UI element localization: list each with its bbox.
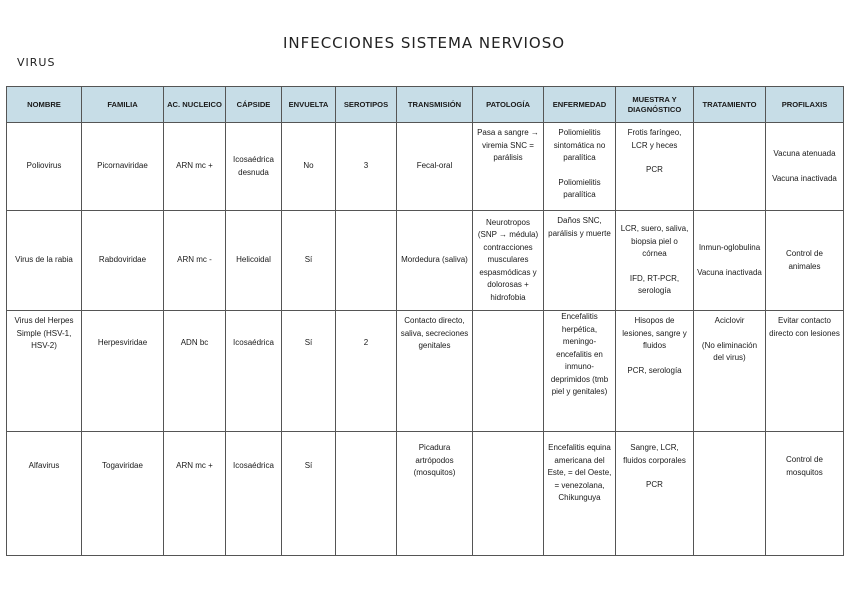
cell-familia: Picornaviridae xyxy=(82,123,164,211)
cell-capside: Icosaédrica xyxy=(226,311,282,432)
header-transmision: TRANSMISIÓN xyxy=(397,87,473,123)
profilaxis-line-1: Vacuna atenuada xyxy=(773,149,836,158)
cell-tratamiento xyxy=(694,211,766,311)
cell-enfermedad: Encefalitis equina americana del Este, = del Oeste, = venezolana, Chikunguya xyxy=(544,432,616,556)
profilaxis-line-2: Vacuna inactivada xyxy=(772,173,837,183)
cell-serotipos: 3 xyxy=(336,123,397,211)
enfermedad-line-1: Poliomielitis sintomática no paralítica xyxy=(553,128,606,162)
cell-tratamiento xyxy=(694,432,766,556)
header-envuelta: ENVUELTA xyxy=(282,87,336,123)
cell-capside: Icosaédrica xyxy=(226,432,282,556)
muestra-line-1: Hisopos de lesiones, sangre y fluidos xyxy=(622,316,687,350)
cell-enfermedad xyxy=(544,211,616,311)
cell-nombre: Poliovirus xyxy=(7,123,82,211)
table-row xyxy=(7,311,844,432)
cell-acido: ARN mc + xyxy=(164,123,226,211)
tratamiento-line-1: Inmun-oglobulina xyxy=(698,243,761,252)
table-header-row xyxy=(7,87,844,123)
cell-profilaxis xyxy=(766,123,844,211)
header-patologia: PATOLOGÍA xyxy=(473,87,544,123)
muestra-line-2: PCR, serología xyxy=(627,365,682,375)
header-tratamiento: TRATAMIENTO xyxy=(694,87,766,123)
muestra-line-2: PCR xyxy=(646,480,663,489)
cell-acido: ARN mc - xyxy=(164,211,226,311)
cell-transmision: Mordedura (saliva) xyxy=(397,211,473,311)
table-row xyxy=(7,123,844,211)
cell-transmision: Contacto directo, saliva, secreciones genitales xyxy=(397,311,473,432)
cell-serotipos: 2 xyxy=(336,311,397,432)
muestra-line-1: LCR, suero, saliva, biopsia piel o córnea xyxy=(620,224,689,259)
enfermedad-line-1: Daños SNC, parálisis y muerte xyxy=(548,216,611,238)
cell-muestra xyxy=(616,311,694,432)
cell-profilaxis: Control de mosquitos xyxy=(766,432,844,556)
cell-nombre: Virus del Herpes Simple (HSV-1, HSV-2) xyxy=(7,311,82,432)
cell-muestra xyxy=(616,123,694,211)
profilaxis-line-1: Control de animales xyxy=(786,249,823,271)
cell-enfermedad: Encefalitis herpética, meningo-encefalitis en inmuno-deprimidos (tmb piel y genitales) xyxy=(544,311,616,432)
cell-serotipos xyxy=(336,211,397,311)
cell-envuelta: Sí xyxy=(282,211,336,311)
cell-muestra xyxy=(616,432,694,556)
header-serotipos: SEROTIPOS xyxy=(336,87,397,123)
cell-profilaxis xyxy=(766,211,844,311)
cell-patologia xyxy=(473,432,544,556)
cell-envuelta: Sí xyxy=(282,432,336,556)
header-familia: FAMILIA xyxy=(82,87,164,123)
cell-tratamiento xyxy=(694,311,766,432)
tratamiento-line-1: Aciclovir xyxy=(714,316,745,325)
cell-patologia: Pasa a sangre → viremia SNC = parálisis xyxy=(473,123,544,211)
cell-capside: Helicoidal xyxy=(226,211,282,311)
header-muestra-diagnostico: MUESTRA Y DIAGNÓSTICO xyxy=(616,87,694,123)
cell-acido: ADN bc xyxy=(164,311,226,432)
cell-envuelta: No xyxy=(282,123,336,211)
muestra-line-1: Sangre, LCR, fluidos corporales xyxy=(623,443,686,465)
tratamiento-line-2: (No eliminación del virus) xyxy=(701,340,758,362)
muestra-line-2: IFD, RT-PCR, serología xyxy=(629,273,680,296)
cell-familia: Herpesviridae xyxy=(82,311,164,432)
table-row xyxy=(7,211,844,311)
cell-patologia: Neurotropos (SNP → médula) contracciones musculares espasmódicas y dolorosas + hidrofobia xyxy=(473,211,544,311)
section-subtitle: VIRUS xyxy=(17,56,56,69)
header-capside: CÁPSIDE xyxy=(226,87,282,123)
muestra-line-2: PCR xyxy=(646,165,663,174)
table-row xyxy=(7,432,844,556)
header-acido-nucleico: AC. NUCLEICO xyxy=(164,87,226,123)
cell-nombre: Virus de la rabia xyxy=(7,211,82,311)
cell-familia: Togaviridae xyxy=(82,432,164,556)
cell-serotipos xyxy=(336,432,397,556)
header-nombre: NOMBRE xyxy=(7,87,82,123)
cell-tratamiento xyxy=(694,123,766,211)
cell-capside: Icosaédrica desnuda xyxy=(226,123,282,211)
page-title: INFECCIONES SISTEMA NERVIOSO xyxy=(282,34,566,52)
cell-nombre: Alfavirus xyxy=(7,432,82,556)
header-profilaxis: PROFILAXIS xyxy=(766,87,844,123)
cell-patologia xyxy=(473,311,544,432)
cell-transmision: Fecal-oral xyxy=(397,123,473,211)
cell-familia: Rabdoviridae xyxy=(82,211,164,311)
enfermedad-line-2: Poliomielitis paralítica xyxy=(558,177,601,199)
header-enfermedad: ENFERMEDAD xyxy=(544,87,616,123)
tratamiento-line-2: Vacuna inactivada xyxy=(697,267,762,277)
virus-table xyxy=(6,86,844,556)
cell-transmision: Picadura artrópodos (mosquitos) xyxy=(397,432,473,556)
muestra-line-1: Frotis faríngeo, LCR y heces xyxy=(627,128,682,150)
cell-acido: ARN mc + xyxy=(164,432,226,556)
cell-muestra xyxy=(616,211,694,311)
cell-envuelta: Sí xyxy=(282,311,336,432)
cell-profilaxis: Evitar contacto directo con lesiones xyxy=(766,311,844,432)
cell-enfermedad xyxy=(544,123,616,211)
